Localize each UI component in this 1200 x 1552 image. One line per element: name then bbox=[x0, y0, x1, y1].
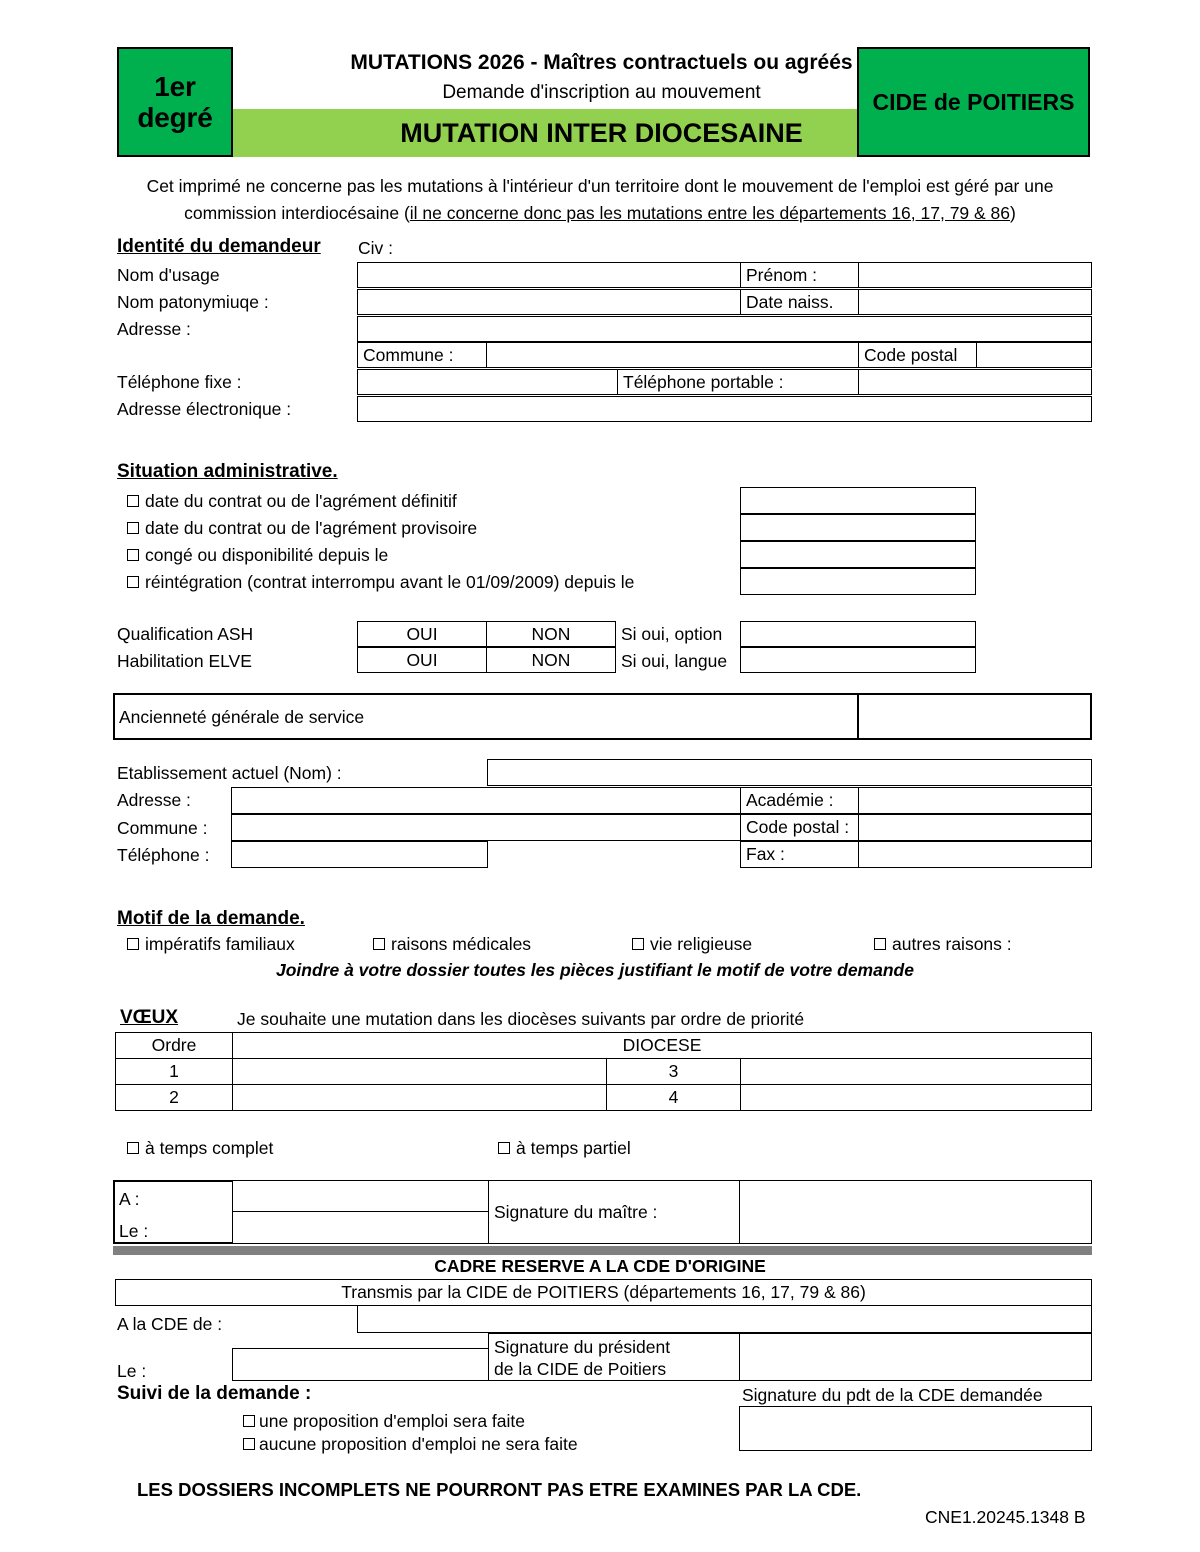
nom-patronymique-input[interactable] bbox=[357, 289, 741, 315]
cde-a-la-cde-input[interactable] bbox=[357, 1305, 1092, 1333]
telephone-portable-input[interactable] bbox=[858, 369, 1092, 395]
habilitation-elve-oui-label: OUI bbox=[406, 649, 438, 670]
date-naiss-input[interactable] bbox=[858, 289, 1092, 315]
cide-badge-label: CIDE de POITIERS bbox=[872, 88, 1075, 115]
nom-usage-input[interactable] bbox=[357, 262, 741, 288]
voeux-row-0-order-right-label: 3 bbox=[668, 1061, 679, 1081]
checkbox-aucune-proposition[interactable] bbox=[243, 1438, 255, 1450]
telephone-fixe-input[interactable] bbox=[357, 369, 618, 395]
intro-line-2-underlined: il ne concerne donc pas les mutations entre les départements 16, 17, 79 & 86 bbox=[409, 202, 1011, 223]
voeux-row-1-input-right[interactable] bbox=[740, 1084, 1092, 1111]
checkbox-raisons-medicales[interactable] bbox=[373, 938, 385, 950]
checkbox-temps-partiel[interactable] bbox=[498, 1142, 510, 1154]
habilitation-elve-langue-input[interactable] bbox=[740, 647, 976, 673]
voeux-row-1-order-left bbox=[115, 1084, 233, 1111]
identity-section-title: Identité du demandeur bbox=[117, 236, 321, 257]
etablissement-telephone-input[interactable] bbox=[231, 841, 488, 868]
code-postal-label-cell bbox=[858, 342, 977, 368]
etablissement-nom-label: Etablissement actuel (Nom) : bbox=[117, 763, 342, 783]
situation-date-1-input[interactable] bbox=[740, 514, 976, 541]
adresse-electronique-input[interactable] bbox=[357, 396, 1092, 422]
nom-usage-label: Nom d'usage bbox=[117, 265, 220, 285]
etablissement-academie-input[interactable] bbox=[858, 787, 1092, 814]
etablissement-adresse-input[interactable] bbox=[231, 787, 741, 814]
date-naiss-label: Date naiss. bbox=[746, 291, 834, 312]
cde-signature-president-line-2: de la CIDE de Poitiers bbox=[494, 1359, 667, 1379]
etablissement-academie-label-cell bbox=[740, 787, 859, 814]
situation-option-1-label: date du contrat ou de l'agrément provisoire bbox=[145, 518, 478, 538]
voeux-header-diocese-label: DIOCESE bbox=[622, 1035, 702, 1055]
signature-maitre-input[interactable] bbox=[739, 1180, 1092, 1244]
signature-maitre-label: Signature du maître : bbox=[494, 1201, 658, 1222]
prenom-input[interactable] bbox=[858, 262, 1092, 288]
cide-badge bbox=[857, 47, 1090, 157]
adresse-electronique-label: Adresse électronique : bbox=[117, 399, 292, 419]
etablissement-commune-input[interactable] bbox=[231, 814, 741, 841]
etablissement-commune-label: Commune : bbox=[117, 818, 208, 838]
motif-section-title: Motif de la demande. bbox=[117, 908, 305, 929]
nom-patronymique-label: Nom patonymiuqe : bbox=[117, 292, 269, 312]
intro-paragraph bbox=[120, 173, 1080, 226]
etablissement-fax-label: Fax : bbox=[746, 844, 785, 864]
voeux-row-1-order-right bbox=[606, 1084, 741, 1111]
voeux-row-0-order-right bbox=[606, 1058, 741, 1085]
cde-a-la-cde-label: A la CDE de : bbox=[117, 1314, 223, 1334]
qualification-ash-option-input[interactable] bbox=[740, 621, 976, 647]
signature-a-label: A : bbox=[119, 1189, 140, 1209]
suivi-label: Suivi de la demande : bbox=[117, 1383, 312, 1404]
checkbox-conge-disponibilite[interactable] bbox=[127, 549, 139, 561]
adresse-input[interactable] bbox=[357, 316, 1092, 342]
voeux-row-0-input-left[interactable] bbox=[232, 1058, 607, 1085]
cde-transmis-label: Transmis par la CIDE de POITIERS (départements 16, 17, 79 & 86) bbox=[341, 1282, 866, 1302]
situation-option-0-label: date du contrat ou de l'agrément définitif bbox=[145, 491, 457, 511]
situation-date-3-input[interactable] bbox=[740, 568, 976, 595]
cde-transmis-row bbox=[115, 1279, 1092, 1306]
voeux-row-0-input-right[interactable] bbox=[740, 1058, 1092, 1085]
telephone-fixe-label: Téléphone fixe : bbox=[117, 372, 242, 392]
suivi-option-0-label: une proposition d'emploi sera faite bbox=[259, 1411, 526, 1431]
prenom-label: Prénom : bbox=[746, 264, 817, 285]
header-banner-label: MUTATION INTER DIOCESAINE bbox=[400, 117, 803, 148]
code-postal-label: Code postal bbox=[864, 344, 958, 365]
civ-label: Civ : bbox=[358, 238, 393, 258]
code-postal-input[interactable] bbox=[976, 342, 1092, 368]
signature-maitre-label-cell bbox=[488, 1180, 740, 1244]
voeux-header-ordre bbox=[115, 1032, 233, 1059]
header-title-line-2: Demande d'inscription au mouvement bbox=[442, 82, 761, 103]
signature-le-label: Le : bbox=[119, 1221, 149, 1241]
qualification-ash-oui[interactable] bbox=[357, 621, 487, 647]
cde-le-label: Le : bbox=[117, 1361, 147, 1381]
voeux-subtitle: Je souhaite une mutation dans les diocèses suivants par ordre de priorité bbox=[237, 1009, 805, 1029]
cde-section-divider bbox=[113, 1246, 1092, 1255]
etablissement-code-postal-label: Code postal : bbox=[746, 817, 850, 837]
signature-a-input[interactable] bbox=[232, 1180, 489, 1212]
intro-line-2-pre: commission interdiocésaine ( bbox=[184, 202, 410, 223]
footer-reference: CNE1.20245.1348 B bbox=[925, 1507, 1086, 1527]
temps-complet-label: à temps complet bbox=[145, 1138, 274, 1158]
cde-signature-president-line-1: Signature du président bbox=[494, 1337, 671, 1357]
checkbox-contrat-provisoire[interactable] bbox=[127, 522, 139, 534]
etablissement-telephone-label: Téléphone : bbox=[117, 845, 210, 865]
habilitation-elve-label: Habilitation ELVE bbox=[117, 651, 252, 671]
etablissement-fax-label-cell bbox=[740, 841, 859, 868]
voeux-row-1-order-right-label: 4 bbox=[668, 1087, 679, 1107]
commune-label-cell bbox=[357, 342, 487, 368]
anciennete-label: Ancienneté générale de service bbox=[119, 707, 365, 727]
checkbox-autres-raisons[interactable] bbox=[874, 938, 886, 950]
etablissement-nom-input[interactable] bbox=[487, 759, 1092, 786]
intro-line-1: Cet imprimé ne concerne pas les mutations à l'intérieur d'un territoire dont le mouvement de l'emploi est géré par une bbox=[146, 176, 1054, 196]
checkbox-proposition-sera-faite[interactable] bbox=[243, 1415, 255, 1427]
etablissement-code-postal-input[interactable] bbox=[858, 814, 1092, 841]
commune-input[interactable] bbox=[486, 342, 859, 368]
cde-reserved-title: CADRE RESERVE A LA CDE D'ORIGINE bbox=[434, 1256, 766, 1276]
voeux-header-ordre-label: Ordre bbox=[151, 1035, 197, 1055]
situation-date-0-input[interactable] bbox=[740, 487, 976, 514]
voeux-header-diocese bbox=[232, 1032, 1092, 1059]
telephone-portable-label: Téléphone portable : bbox=[623, 371, 784, 392]
etablissement-adresse-label: Adresse : bbox=[117, 790, 191, 810]
checkbox-reintegration[interactable] bbox=[127, 576, 139, 588]
qualification-ash-oui-label: OUI bbox=[406, 623, 438, 644]
motif-option-0-label: impératifs familiaux bbox=[145, 934, 295, 954]
etablissement-fax-input[interactable] bbox=[858, 841, 1092, 868]
etablissement-code-postal-label-cell bbox=[740, 814, 859, 841]
checkbox-imperatifs-familiaux[interactable] bbox=[127, 938, 139, 950]
motif-option-1-label: raisons médicales bbox=[391, 934, 532, 954]
signature-pdt-input[interactable] bbox=[739, 1406, 1092, 1451]
habilitation-elve-non[interactable] bbox=[486, 647, 616, 673]
cde-signature-president-input[interactable] bbox=[739, 1333, 1092, 1381]
qualification-ash-detail-label: Si oui, option bbox=[621, 624, 723, 644]
situation-section-title: Situation administrative. bbox=[117, 461, 338, 482]
intro-line-2-post: ) bbox=[1010, 202, 1016, 223]
anciennete-input[interactable] bbox=[857, 693, 1092, 740]
voeux-row-1-input-left[interactable] bbox=[232, 1084, 607, 1111]
intro-line-2 bbox=[120, 200, 1080, 227]
situation-date-2-input[interactable] bbox=[740, 541, 976, 568]
habilitation-elve-detail-label: Si oui, langue bbox=[621, 651, 728, 671]
habilitation-elve-non-label: NON bbox=[531, 649, 571, 670]
motif-option-3-label: autres raisons : bbox=[892, 934, 1012, 954]
voeux-row-0-order-left bbox=[115, 1058, 233, 1085]
cde-signature-president-label-cell bbox=[488, 1333, 740, 1381]
voeux-title: VŒUX bbox=[120, 1007, 179, 1028]
footer-warning: LES DOSSIERS INCOMPLETS NE POURRONT PAS ETRE EXAMINES PAR LA CDE. bbox=[137, 1479, 862, 1500]
degree-line-2: degré bbox=[137, 102, 213, 133]
qualification-ash-non-label: NON bbox=[531, 623, 571, 644]
motif-option-2-label: vie religieuse bbox=[650, 934, 753, 954]
qualification-ash-label: Qualification ASH bbox=[117, 624, 254, 644]
suivi-option-1-label: aucune proposition d'emploi ne sera faite bbox=[259, 1434, 578, 1454]
checkbox-vie-religieuse[interactable] bbox=[632, 938, 644, 950]
situation-option-2-label: congé ou disponibilité depuis le bbox=[145, 545, 389, 565]
commune-label: Commune : bbox=[363, 344, 454, 365]
qualification-ash-non[interactable] bbox=[486, 621, 616, 647]
degree-badge bbox=[117, 47, 233, 157]
motif-note: Joindre à votre dossier toutes les pièces justifiant le motif de votre demande bbox=[276, 960, 914, 980]
document-header bbox=[117, 47, 1090, 157]
cde-le-input[interactable] bbox=[232, 1348, 489, 1381]
etablissement-academie-label: Académie : bbox=[746, 790, 834, 810]
checkbox-temps-complet[interactable] bbox=[127, 1142, 139, 1154]
checkbox-contrat-definitif[interactable] bbox=[127, 495, 139, 507]
adresse-label: Adresse : bbox=[117, 319, 191, 339]
signature-le-input[interactable] bbox=[232, 1211, 489, 1244]
temps-partiel-label: à temps partiel bbox=[516, 1138, 631, 1158]
degree-line-1: 1er bbox=[154, 70, 196, 102]
voeux-row-0-order-left-label: 1 bbox=[169, 1061, 179, 1081]
telephone-portable-label-cell bbox=[617, 369, 859, 395]
voeux-row-1-order-left-label: 2 bbox=[169, 1087, 179, 1107]
header-title-line-1: MUTATIONS 2026 - Maîtres contractuels ou agréés bbox=[350, 51, 853, 74]
prenom-label-cell bbox=[740, 262, 859, 288]
signature-pdt-label: Signature du pdt de la CDE demandée bbox=[742, 1385, 1043, 1405]
situation-option-3-label: réintégration (contrat interrompu avant le 01/09/2009) depuis le bbox=[145, 572, 635, 592]
habilitation-elve-oui[interactable] bbox=[357, 647, 487, 673]
date-naiss-label-cell bbox=[740, 289, 859, 315]
